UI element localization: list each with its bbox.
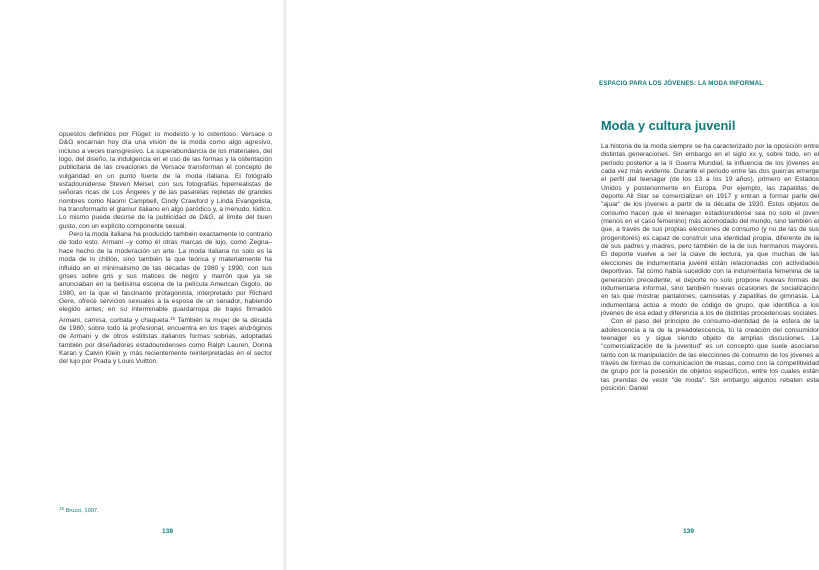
left-paragraph-2 (59, 231, 272, 367)
right-page (285, 0, 819, 570)
footnote-text: Bruzzi, 1997. (63, 508, 99, 514)
right-paragraph-1: La historia de la moda siempre se ha caracterizado por la oposición entre distintas generaciones. Sin embargo en el siglo xx y, sobre todo, en el período posterior a la II Guerra Mundial, la influencia de los jóvenes es cada vez más evidente. Durante el periodo entre las dos guerras emerge el perfil del teenager (de los 13 a los 19 años), primero en Estados Unidos y posteriormente en Europa. Por ejemplo, las zapatillas de deporte All Star se comercializan en 1917 y entran a formar parte del "ajuar" de los jóvenes a partir de la década de 1930. Estos objetos de consumo hacen que el teenager estadounidense sea no solo el joven (menos en el caso femenino) más acomodado del mundo, sino también el que, a través de sus propias elecciones de consumo (y no de las de sus progenitores) es capaz de construir una identidad propia, diferente de la de sus padres y madres, pero también de la de sus hermanos mayores. El deporte vuelve a ser la clave de lectura, ya que muchas de las elecciones de indumentaria juvenil están relacionadas con actividades deportivas. Tal como había sucedido con la indumentaria femenina de la generación precedente, el deporte no solo propone nuevas formas de indumentaria informal, sino también nuevas ocasiones de socialización en las que mostrar pantalones, camisetas y zapatillas de gimnasia. La indumentaria actúa a modo de código de grupo, que identifica a los jóvenes de esa edad y diferencia a los de distintas procedencias sociales. (601, 143, 819, 317)
left-paragraph-1: opuestos definidos por Flügel: lo modesto y lo ostentoso. Versace o D&G encarnan hoy día una visión de la moda como algo agresivo, incluso a veces transgresivo. La superabundancia de los materiales, del logo, del diseño, la indulgencia en el uso de las formas y la ostentación publicitaria de las creaciones de Versace transforman el concepto de vulgaridad en un punto fuerte de la moda italiana. El fotógrafo estadounidense Steven Meisel, con sus fotografías hiperrealistas de señoras ricas de Los Ángeles y de las pasarelas repletas de grandes nombres como Naomi Campbell, Cindy Crawford y Linda Evangelista, ha transformado el glamur italiano en algo paródico y, a menudo, lúdico. Lo mismo puede decirse de la publicidad de D&G, al límite del buen gusto, con un explícito componente sexual. (59, 131, 272, 230)
footnote-number: 15 (59, 506, 64, 511)
running-head: ESPACIO PARA LOS JÓVENES: LA MODA INFORMAL (599, 80, 764, 87)
left-page (0, 0, 285, 570)
right-page-body (601, 143, 819, 393)
left-paragraph-2-text: Pero la moda italiana ha producido también exactamente lo contrario de todo esto. Armani –y como él otras marcas de lujo, como Zegna– hace hecho de la moderación un arte. La moda italiana no solo es la moda de lo chillón, sino también la que teórica y materialmente ha influido en el minimalismo de las décadas de 1980 y 1990, con sus grises sobre gris y sus matices de negro y marrón que ya se anunciaban en la bellísima escena de la película American Gigolo, de 1980, en la que el fascinante protagonista, interpretado por Richard Gere, ofrece servicios sexuales a la esposa de un senador, habiendo elegido antes, en su interminable guardarropa de trajes firmados Armani, camisa, corbata y chaqueta. (59, 231, 272, 324)
page-number-left: 138 (162, 528, 174, 535)
footnote-reference: 15 (170, 315, 175, 321)
footnote (59, 506, 99, 514)
page-number-right: 139 (683, 528, 695, 535)
left-paragraph-2-end: También la mujer de la década de 1980, sobre todo la profesional, encuentra en los trajes andróginos de Armani y de otros estilistas italianos formas sobrias, adoptadas también por diseñadores estadounidenses como Ralph Lauren, Donna Karan y Calvin Klein y, más recientemente reinterpretadas en el sector del lujo por Prada y Louis Vuitton. (59, 316, 272, 366)
right-paragraph-2: Con el paso del principio de consumo-identidad de la esfera de la adolescencia a la de la preadolescencia, tú la creación del consumidor teenager es y sigue siendo objeto de amplias discusiones. La "comercialización de la juventud" es un concepto que suele asociarse tanto con la manipulación de las elecciones de consumo de los jóvenes a través de formas de comunicación de masas, como con la competitividad de grupo por la posesión de objetos específicos, entre los cuales están las prendas de vestir "de moda". Sin embargo algunos rebaten esta posición: Daniel (601, 318, 819, 392)
section-title: Moda y cultura juvenil (601, 118, 736, 133)
left-page-body (59, 131, 272, 367)
